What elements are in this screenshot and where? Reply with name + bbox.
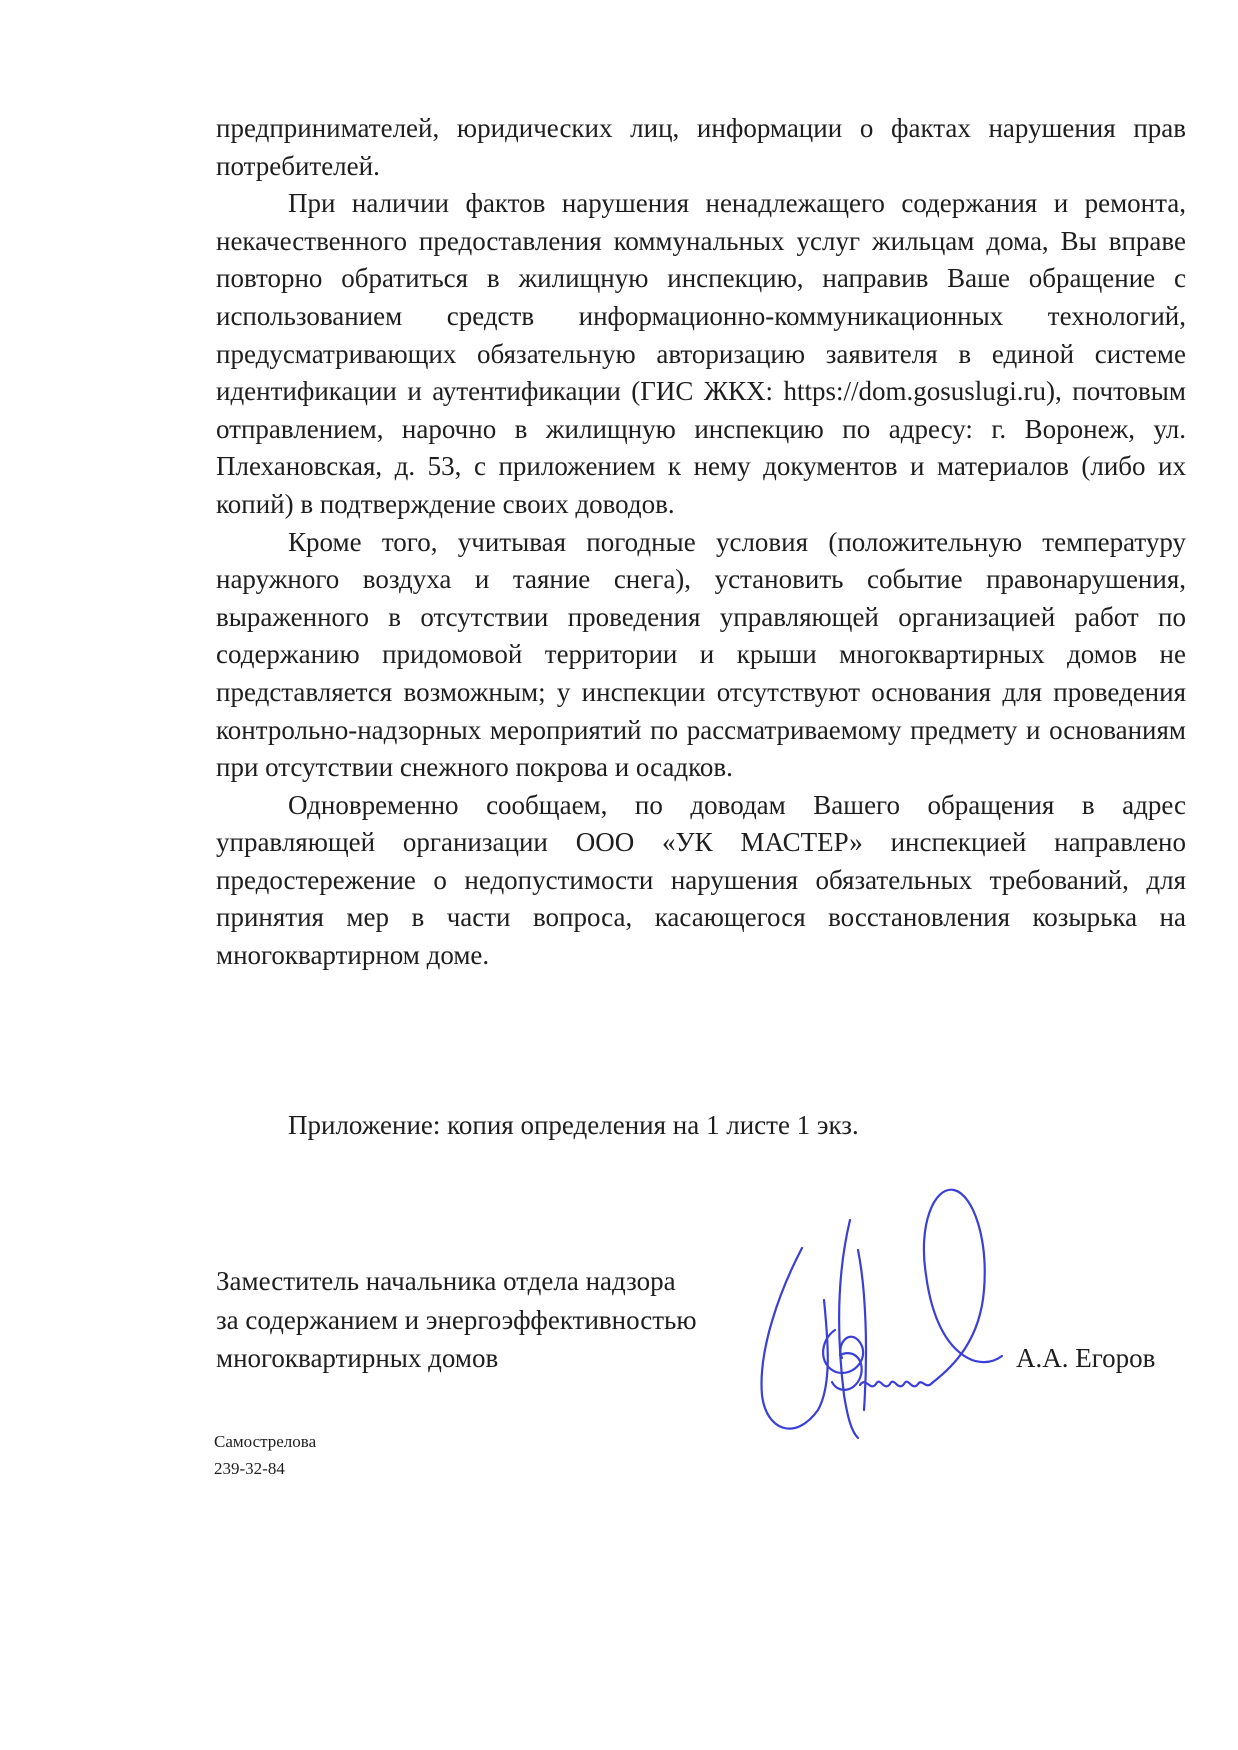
position-line: Заместитель начальника отдела надзора [216,1266,676,1296]
executor-info [214,1428,316,1482]
attachment-note: Приложение: копия определения на 1 листе 1 экз. [288,1110,859,1140]
handwritten-signature [740,1180,1080,1450]
paragraph-weather-conditions: Кроме того, учитывая погодные условия (положительную температуру наружного воздуха и таяние снега), установить событие правонарушения, выраженного в отсутствии проведения управляющей организацией работ по содержанию придомовой территории и крыши многоквартирных домов не представляется возможным; у инспекции отсутствуют основания для проведения контрольно-надзорных мероприятий по рассматриваемому предмету и основаниям при отсутствии снежного покрова и осадков. [216,526,1186,783]
signatory-name: А.А. Егоров [1016,1343,1156,1373]
signatory-position [216,1262,697,1378]
executor-name: Самострелова [214,1432,317,1451]
executor-phone: 239-32-84 [214,1459,285,1478]
paragraph-continuation: предпринимателей, юридических лиц, информации о фактах нарушения прав потребителей. [216,113,1186,181]
position-line: за содержанием и энергоэффективностью [216,1304,697,1335]
paragraph-warning-issued: Одновременно сообщаем, по доводам Вашего обращения в адрес управляющей организации ООО «УК МАСТЕР» инспекцией направлено предостережение о недопустимости нарушения обязательных требований, для принятия мер в части вопроса, касающегося восстановления козырька на многоквартирном доме. [216,789,1186,971]
position-line: многоквартирных домов [216,1343,499,1373]
letter-body [216,110,1186,975]
paragraph-repeat-appeal: При наличии фактов нарушения ненадлежащего содержания и ремонта, некачественного предоставления коммунальных услуг жильцам дома, Вы вправе повторно обратиться в жилищную инспекцию, направив Ваше обращение с использованием средств информационно-коммуникационных технологий, предусматривающих обязательную авторизацию заявителя в единой системе идентификации и аутентификации (ГИС ЖКХ: https://dom.gosuslugi.ru), почтовым отправлением, нарочно в жилищную инспекцию по адресу: г. Воронеж, ул. Плехановская, д. 53, с приложением к нему документов и материалов (либо их копий) в подтверждение своих доводов. [216,188,1186,519]
